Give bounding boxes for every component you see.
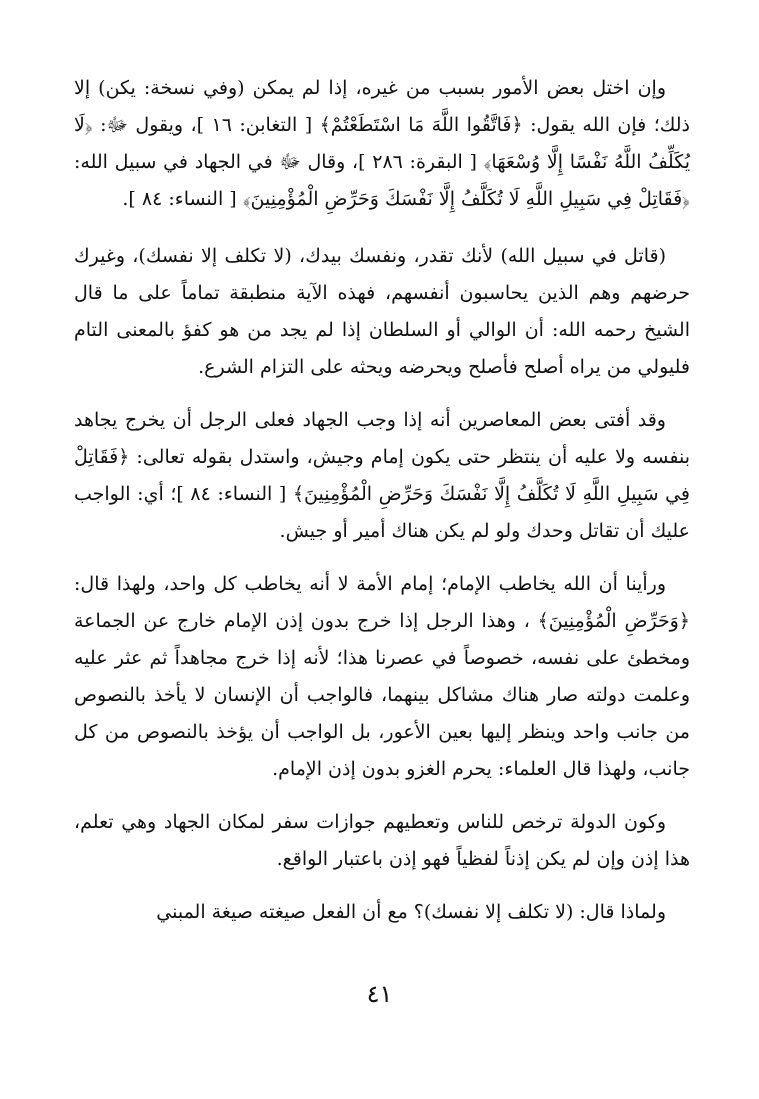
paragraph-1: وإن اختل بعض الأمور بسبب من غيره، إذا لم يمكن (وفي نسخة: يكن) إلا ذلك؛ فإن الله يقول: ﴿فَاتَّقُوا اللَّهَ مَا اسْتَطَعْتُمْ﴾ [ التغابن: ١٦ ]، ويقول ﷻ: ﴿لَا يُكَلِّفُ اللَّهُ نَفْسًا إِلَّا وُسْعَهَا﴾ [ البقرة: ٢٨٦ ]، وقال ﷻ في الجهاد في سبيل الله: ﴿فَقَاتِلْ فِي سَبِيلِ اللَّهِ لَا تُكَلَّفُ إِلَّا نَفْسَكَ وَحَرِّضِ الْمُؤْمِنِينَ﴾ [ النساء: ٨٤ ].: [74, 77, 691, 210]
page-body: [74, 70, 690, 947]
paragraph-6: ولماذا قال: (لا تكلف إلا نفسك)؟ مع أن الفعل صيغته صيغة المبني: [156, 901, 666, 923]
paragraph-3: وقد أفتى بعض المعاصرين أنه إذا وجب الجهاد فعلى الرجل أن يخرج يجاهد بنفسه ولا عليه أن ينتظر حتى يكون إمام وجيش، واستدل بقوله تعالى: ﴿فَقَاتِلْ فِي سَبِيلِ اللَّهِ لَا تُكَلَّفُ إِلَّا نَفْسَكَ وَحَرِّضِ الْمُؤْمِنِينَ﴾ [ النساء: ٨٤ ]؛ أي: الواجب عليك أن تقاتل وحدك ولو لم يكن هناك أمير أو جيش.: [74, 409, 691, 542]
paragraph-4: ورأينا أن الله يخاطب الإمام؛ إمام الأمة لا أنه يخاطب كل واحد، ولهذا قال: ﴿وَحَرِّضِ الْمُؤْمِنِينَ﴾ ، وهذا الرجل إذا خرج بدون إذن الإمام خارج عن الجماعة ومخطئ على نفسه، خصوصاً في عصرنا هذا؛ لأنه إذا خرج مجاهداً ثم عثر عليه وعلمت دولته صار هناك مشاكل بينهما، فالواجب أن الإنسان لا يأخذ بالنصوص من جانب واحد وينظر إليها بعين الأعور، بل الواجب أن يؤخذ بالنصوص من كل جانب، ولهذا قال العلماء: يحرم الغزو بدون إذن الإمام.: [74, 573, 690, 780]
page-number: ٤١: [366, 980, 393, 1008]
paragraph-5: وكون الدولة ترخص للناس وتعطيهم جوازات سفر لمكان الجهاد وهي تعلم، هذا إذن وإن لم يكن إذناً لفظياً فهو إذن باعتبار الواقع.: [74, 811, 690, 870]
paragraph-2: (قاتل في سبيل الله) لأنك تقدر، ونفسك بيدك، (لا تكلف إلا نفسك)، وغيرك حرضهم وهم الذين يحاسبون أنفسهم، فهذه الآية منطبقة تماماً على ما قال الشيخ رحمه الله: أن الوالي أو السلطان إذا لم يجد من هو كفؤ بالمعنى التام فليولي من يراه أصلح فأصلح ويحرضه ويحثه على التزام الشرع.: [74, 245, 690, 378]
